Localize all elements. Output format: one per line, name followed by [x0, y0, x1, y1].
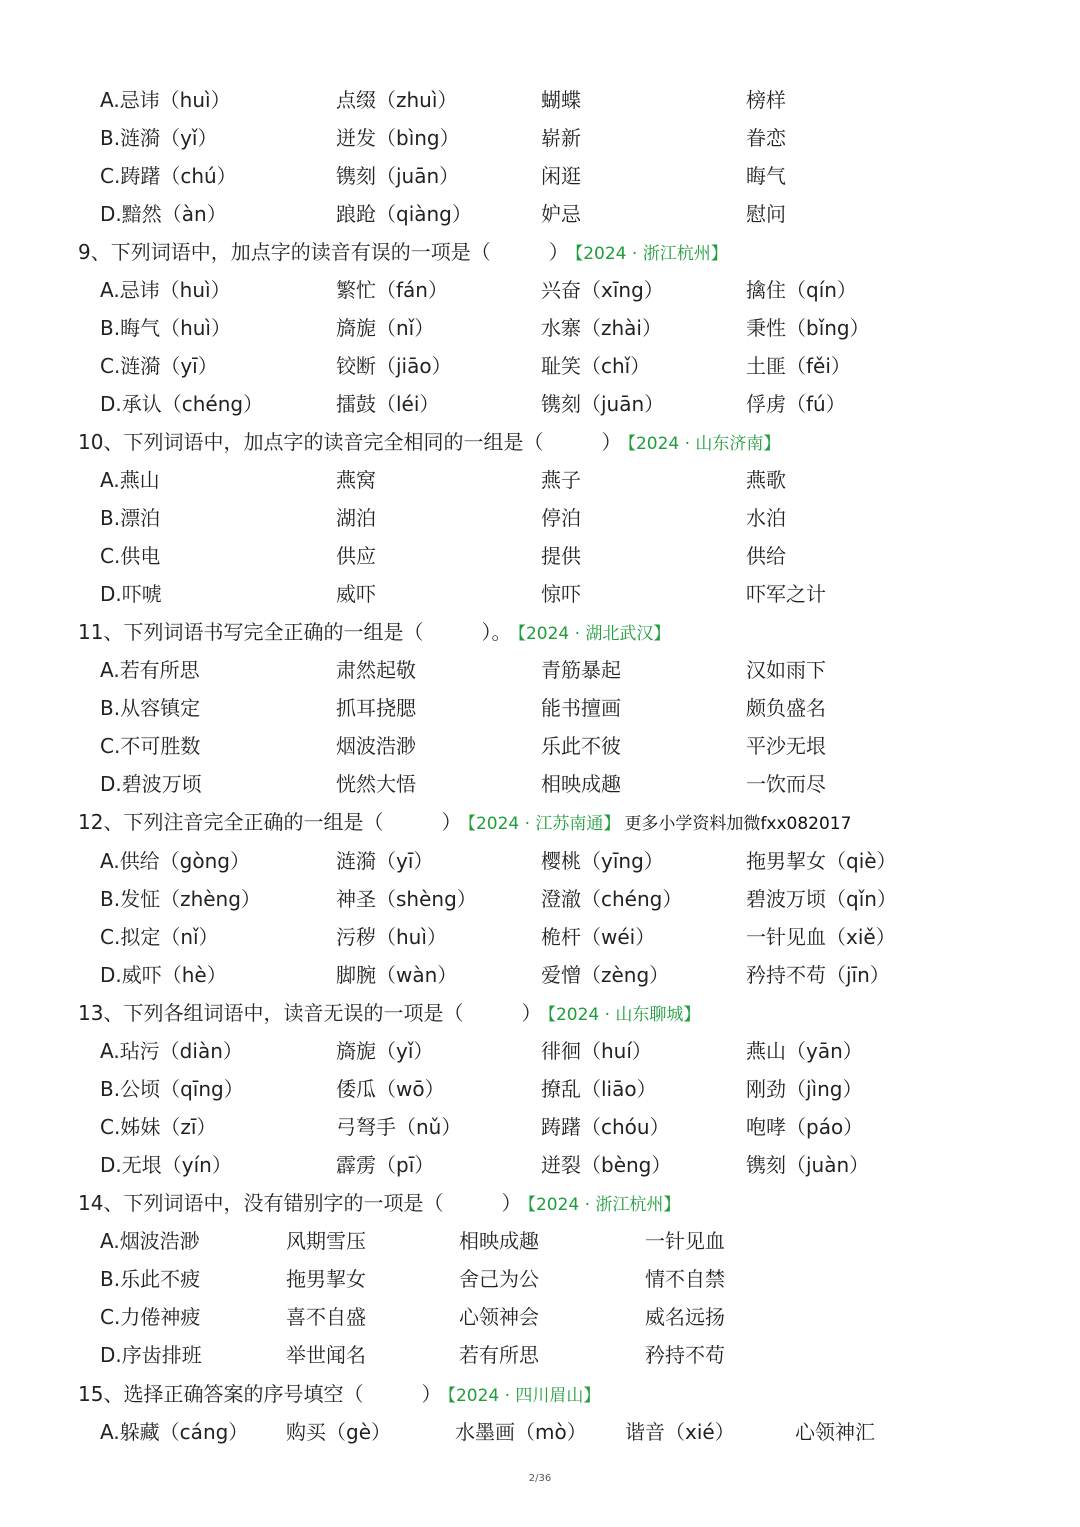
option-cell: 乐此不彼 [541, 734, 621, 758]
question-title-row [0, 803, 1080, 841]
option-cell: 咆哮（páo） [746, 1115, 864, 1139]
option-cell: 桅杆（wéi） [541, 925, 656, 949]
option-cell: 拖男挈女 [286, 1267, 366, 1291]
question-title: 10、下列词语中，加点字的读音完全相同的一组是（ ） 【2024 · 山东济南】 [78, 430, 781, 454]
source-tag: 【2024 · 湖北武汉】 [517, 624, 671, 644]
option-cell: A.供给（gòng） [100, 849, 250, 873]
option-cell: 慰问 [746, 202, 786, 226]
page-number: 2/36 [528, 1473, 552, 1484]
option-cell: 榜样 [746, 88, 786, 112]
option-cell: C.涟漪（yī） [100, 354, 218, 378]
promo-note: 更多小学资料加微fxx082017 [624, 814, 852, 834]
option-cell: 威名远扬 [645, 1305, 725, 1329]
option-cell: 燕子 [541, 468, 581, 492]
option-cell: 燕山（yān） [746, 1039, 863, 1063]
option-cell: 水寨（zhài） [541, 316, 662, 340]
option-cell: D.威吓（hè） [100, 963, 227, 987]
option-cell: 脚腕（wàn） [336, 963, 458, 987]
option-cell: 提供 [541, 544, 581, 568]
option-cell: 供应 [336, 544, 376, 568]
option-cell: 迸裂（bèng） [541, 1153, 672, 1177]
option-cell: 俘虏（fú） [746, 392, 846, 416]
option-row [0, 81, 1080, 119]
option-cell: 兴奋（xīng） [541, 278, 664, 302]
option-cell: 相映成趣 [541, 772, 621, 796]
option-cell: A.躲藏（cáng） [100, 1420, 249, 1444]
option-cell: 拖男挈女（qiè） [746, 849, 897, 873]
option-cell: 旖旎（yǐ） [336, 1039, 434, 1063]
option-cell: 停泊 [541, 506, 581, 530]
option-cell: C.踌躇（chú） [100, 164, 237, 188]
option-row [0, 1260, 1080, 1298]
option-row [0, 1146, 1080, 1184]
option-row [0, 461, 1080, 499]
option-cell: 心领神汇 [795, 1420, 875, 1444]
option-cell: 闲逛 [541, 164, 581, 188]
option-cell: B.涟漪（yǐ） [100, 126, 218, 150]
option-cell: 谐音（xié） [625, 1420, 735, 1444]
option-row [0, 765, 1080, 803]
question-title-row [0, 1184, 1080, 1222]
question-title: 12、下列注音完全正确的一组是（ ） 【2024 · 江苏南通】 更多小学资料加微fxx082017 [78, 810, 852, 834]
option-cell: 擒住（qín） [746, 278, 857, 302]
option-cell: 土匪（fěi） [746, 354, 851, 378]
option-cell: C.拟定（nǐ） [100, 925, 219, 949]
option-cell: A.忌讳（huì） [100, 88, 231, 112]
option-cell: 妒忌 [541, 202, 581, 226]
option-cell: 矜持不苟（jīn） [746, 963, 890, 987]
question-title: 9、下列词语中，加点字的读音有误的一项是（ ） 【2024 · 浙江杭州】 [78, 240, 728, 264]
option-cell: 举世闻名 [286, 1343, 366, 1367]
option-cell: 踌躇（chóu） [541, 1115, 670, 1139]
option-row [0, 727, 1080, 765]
option-row [0, 842, 1080, 880]
option-cell: 矜持不苟 [645, 1343, 725, 1367]
option-cell: 镌刻（juān） [541, 392, 665, 416]
option-cell: 倭瓜（wō） [336, 1077, 445, 1101]
option-cell: 威吓 [336, 582, 376, 606]
source-tag: 【2024 · 山东聊城】 [547, 1005, 701, 1025]
option-cell: 擂鼓（léi） [336, 392, 440, 416]
option-cell: 青筋暴起 [541, 658, 621, 682]
option-cell: 相映成趣 [459, 1229, 539, 1253]
option-row [0, 537, 1080, 575]
option-row [0, 309, 1080, 347]
option-row [0, 157, 1080, 195]
option-cell: 吓军之计 [746, 582, 826, 606]
option-cell: 崭新 [541, 126, 581, 150]
option-cell: 烟波浩渺 [336, 734, 416, 758]
question-title-row [0, 1375, 1080, 1413]
option-cell: 蝴蝶 [541, 88, 581, 112]
option-cell: 一饮而尽 [746, 772, 826, 796]
option-cell: 碧波万顷（qǐn） [746, 887, 897, 911]
option-cell: 迸发（bìng） [336, 126, 460, 150]
option-cell: 湖泊 [336, 506, 376, 530]
option-cell: 铰断（jiāo） [336, 354, 452, 378]
option-cell: B.乐此不疲 [100, 1267, 201, 1291]
option-cell: B.从容镇定 [100, 696, 201, 720]
option-cell: 水泊 [746, 506, 786, 530]
option-row [0, 575, 1080, 613]
option-row [0, 651, 1080, 689]
option-cell: 霹雳（pī） [336, 1153, 435, 1177]
option-cell: 爱憎（zèng） [541, 963, 670, 987]
option-row [0, 956, 1080, 994]
option-cell: 若有所思 [459, 1343, 539, 1367]
question-title: 13、下列各组词语中，读音无误的一项是（ ） 【2024 · 山东聊城】 [78, 1001, 701, 1025]
option-cell: 涟漪（yī） [336, 849, 434, 873]
question-title-row [0, 423, 1080, 461]
option-cell: D.承认（chéng） [100, 392, 264, 416]
option-row [0, 1222, 1080, 1260]
option-cell: 镌刻（juān） [336, 164, 460, 188]
option-cell: 能书擅画 [541, 696, 621, 720]
option-cell: D.无垠（yín） [100, 1153, 232, 1177]
option-cell: 繁忙（fán） [336, 278, 448, 302]
option-cell: 恍然大悟 [336, 772, 416, 796]
option-cell: 燕窝 [336, 468, 376, 492]
option-cell: 购买（gè） [286, 1420, 391, 1444]
source-tag: 【2024 · 浙江杭州】 [574, 244, 728, 264]
option-cell: D.序齿排班 [100, 1343, 202, 1367]
option-cell: B.公顷（qīng） [100, 1077, 244, 1101]
question-title: 14、下列词语中，没有错别字的一项是（ ） 【2024 · 浙江杭州】 [78, 1191, 681, 1215]
option-row [0, 1336, 1080, 1374]
option-cell: 平沙无垠 [746, 734, 826, 758]
option-row [0, 1108, 1080, 1146]
option-cell: 踉跄（qiàng） [336, 202, 472, 226]
option-cell: 樱桃（yīng） [541, 849, 664, 873]
option-cell: 澄澈（chéng） [541, 887, 683, 911]
option-cell: 舍己为公 [459, 1267, 539, 1291]
option-cell: 神圣（shèng） [336, 887, 477, 911]
option-cell: 喜不自盛 [286, 1305, 366, 1329]
question-title-row [0, 994, 1080, 1032]
option-cell: 肃然起敬 [336, 658, 416, 682]
option-row [0, 347, 1080, 385]
option-cell: 抓耳挠腮 [336, 696, 416, 720]
option-row [0, 1032, 1080, 1070]
option-cell: 情不自禁 [645, 1267, 725, 1291]
option-row [0, 119, 1080, 157]
option-cell: 秉性（bǐng） [746, 316, 870, 340]
option-cell: D.吓唬 [100, 582, 162, 606]
option-row [0, 385, 1080, 423]
option-row [0, 689, 1080, 727]
option-row [0, 1070, 1080, 1108]
option-cell: 眷恋 [746, 126, 786, 150]
option-cell: A.燕山 [100, 468, 160, 492]
option-cell: 耻笑（chǐ） [541, 354, 651, 378]
option-row [0, 1298, 1080, 1336]
option-cell: B.漂泊 [100, 506, 161, 530]
option-cell: 风期雪压 [286, 1229, 366, 1253]
option-cell: 刚劲（jìng） [746, 1077, 863, 1101]
option-row [0, 195, 1080, 233]
option-cell: 污秽（huì） [336, 925, 447, 949]
option-cell: 点缀（zhuì） [336, 88, 458, 112]
option-cell: A.忌讳（huì） [100, 278, 231, 302]
option-cell: 晦气 [746, 164, 786, 188]
option-cell: 颇负盛名 [746, 696, 826, 720]
option-row [0, 499, 1080, 537]
question-title: 15、选择正确答案的序号填空（ ） 【2024 · 四川眉山】 [78, 1382, 601, 1406]
option-cell: 一针见血 [645, 1229, 725, 1253]
option-cell: 燕歌 [746, 468, 786, 492]
option-row [0, 271, 1080, 309]
option-cell: A.若有所思 [100, 658, 200, 682]
source-tag: 【2024 · 山东济南】 [627, 434, 781, 454]
option-cell: 水墨画（mò） [455, 1420, 587, 1444]
source-tag: 【2024 · 浙江杭州】 [527, 1195, 681, 1215]
option-cell: A.玷污（diàn） [100, 1039, 243, 1063]
question-title-row [0, 233, 1080, 271]
option-cell: D.碧波万顷 [100, 772, 202, 796]
option-cell: 弓弩手（nǔ） [336, 1115, 462, 1139]
question-title: 11、下列词语书写完全正确的一组是（ ）。 【2024 · 湖北武汉】 [78, 620, 671, 644]
option-cell: 汉如雨下 [746, 658, 826, 682]
option-cell: 心领神会 [459, 1305, 539, 1329]
option-cell: 旖旎（nǐ） [336, 316, 435, 340]
source-tag: 【2024 · 四川眉山】 [447, 1386, 601, 1406]
option-cell: 镌刻（juàn） [746, 1153, 870, 1177]
option-cell: C.供电 [100, 544, 161, 568]
option-row [0, 880, 1080, 918]
option-cell: C.不可胜数 [100, 734, 201, 758]
question-title-row [0, 613, 1080, 651]
option-cell: 供给 [746, 544, 786, 568]
option-cell: A.烟波浩渺 [100, 1229, 200, 1253]
option-cell: C.力倦神疲 [100, 1305, 201, 1329]
option-cell: D.黯然（àn） [100, 202, 227, 226]
option-row [0, 1413, 1080, 1451]
option-cell: 惊吓 [541, 582, 581, 606]
option-cell: 撩乱（liāo） [541, 1077, 657, 1101]
option-cell: B.发怔（zhèng） [100, 887, 261, 911]
source-tag: 【2024 · 江苏南通】 [467, 814, 621, 834]
option-cell: 一针见血（xiě） [746, 925, 896, 949]
option-cell: B.晦气（huì） [100, 316, 231, 340]
option-cell: C.姊妹（zī） [100, 1115, 217, 1139]
option-cell: 徘徊（huí） [541, 1039, 652, 1063]
option-row [0, 918, 1080, 956]
